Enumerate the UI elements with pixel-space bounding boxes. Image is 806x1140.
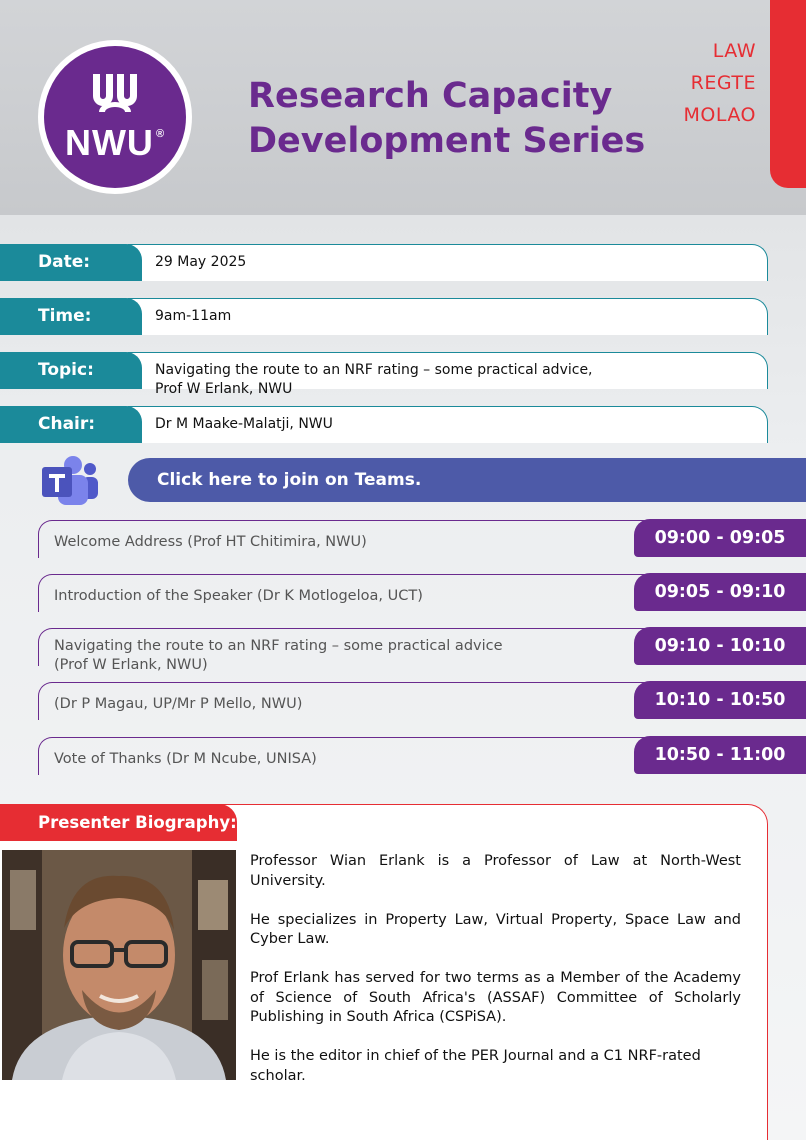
time-row xyxy=(0,298,768,335)
join-teams-link[interactable]: Click here to join on Teams. xyxy=(128,458,806,502)
agenda-item-welcome xyxy=(38,520,806,558)
agenda-item-time: 10:10 - 10:50 xyxy=(634,681,806,719)
date-row xyxy=(0,244,768,281)
biography-label: Presenter Biography: xyxy=(0,804,237,841)
nwu-emblem-icon xyxy=(87,70,143,116)
agenda-item-time: 09:00 - 09:05 xyxy=(634,519,806,557)
agenda-item-line-1: Navigating the route to an NRF rating – some practical advice xyxy=(54,638,503,654)
time-label: Time: xyxy=(0,298,142,335)
chair-label: Chair: xyxy=(0,406,142,443)
faculty-regte: REGTE xyxy=(690,72,756,94)
agenda-item-label: Vote of Thanks (Dr M Ncube, UNISA) xyxy=(38,737,658,775)
presenter-photo xyxy=(2,850,236,1080)
topic-label: Topic: xyxy=(0,352,142,389)
topic-row xyxy=(0,352,768,397)
agenda-item-presentation xyxy=(38,628,806,673)
bio-paragraph: Professor Wian Erlank is a Professor of Law at North-West University. xyxy=(250,853,741,889)
topic-value xyxy=(128,352,768,397)
topic-line-2: Prof W Erlank, NWU xyxy=(155,381,293,397)
agenda-item-label: Introduction of the Speaker (Dr K Motlogeloa, UCT) xyxy=(38,574,658,612)
date-value: 29 May 2025 xyxy=(128,244,768,281)
bio-paragraph: Prof Erlank has served for two terms as a Member of the Academy of Science of South Africa's (ASSAF) Committee of Scholarly Publishing in South Africa (CSPiSA). xyxy=(250,970,741,1025)
agenda-item-time: 09:05 - 09:10 xyxy=(634,573,806,611)
microsoft-teams-icon[interactable] xyxy=(40,453,100,509)
agenda-item-label xyxy=(38,628,658,673)
chair-value: Dr M Maake-Malatji, NWU xyxy=(128,406,768,443)
agenda-item-thanks xyxy=(38,737,806,775)
chair-row xyxy=(0,406,768,443)
presenter-portrait-icon xyxy=(2,850,236,1080)
agenda-item-line-2: (Prof W Erlank, NWU) xyxy=(54,657,208,673)
agenda-item-time: 10:50 - 11:00 xyxy=(634,736,806,774)
agenda-item-discussion xyxy=(38,682,806,720)
logo-text: NWU xyxy=(64,122,154,163)
agenda-item-label: (Dr P Magau, UP/Mr P Mello, NWU) xyxy=(38,682,658,720)
faculty-molao: MOLAO xyxy=(683,104,756,126)
bio-paragraph: He is the editor in chief of the PER Journal and a C1 NRF-rated scholar. xyxy=(250,1048,701,1084)
topic-line-1: Navigating the route to an NRF rating – some practical advice, xyxy=(155,362,593,378)
bio-paragraph: He specializes in Property Law, Virtual Property, Space Law and Cyber Law. xyxy=(250,911,741,947)
page-title xyxy=(248,74,645,164)
agenda-item-label: Welcome Address (Prof HT Chitimira, NWU) xyxy=(38,520,658,558)
faculty-tab xyxy=(770,0,806,188)
registered-mark: ® xyxy=(155,128,166,140)
date-label: Date: xyxy=(0,244,142,281)
title-line-1: Research Capacity xyxy=(248,76,613,116)
faculty-names xyxy=(684,35,757,131)
nwu-logo xyxy=(38,40,192,194)
title-line-2: Development Series xyxy=(248,121,646,161)
biography-text xyxy=(250,852,741,1106)
faculty-law: LAW xyxy=(712,40,756,62)
agenda-item-introduction xyxy=(38,574,806,612)
agenda-item-time: 09:10 - 10:10 xyxy=(634,627,806,665)
time-value: 9am-11am xyxy=(128,298,768,335)
